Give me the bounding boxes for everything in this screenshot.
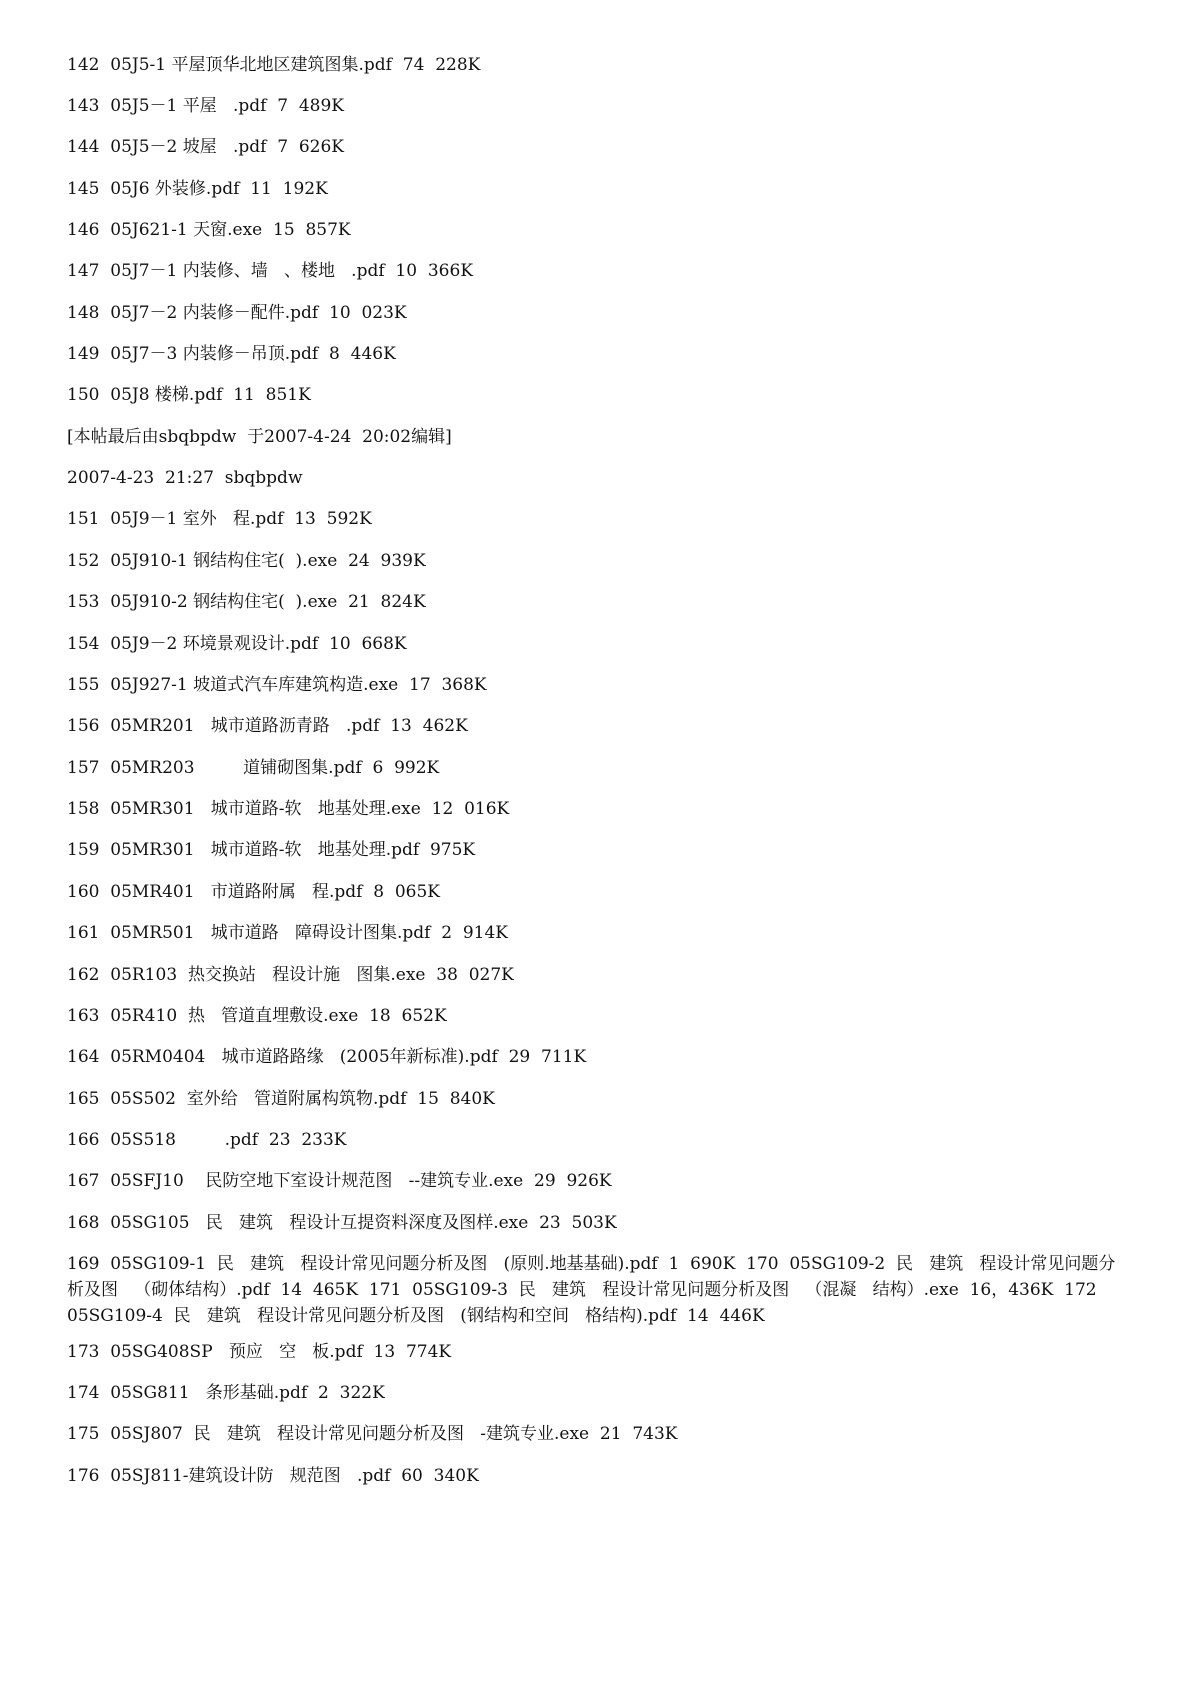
list-item: 144 05J5－2 坡屋 .pdf 7 626K [67, 137, 344, 157]
list-item: 174 05SG811 条形基础.pdf 2 322K [67, 1383, 385, 1403]
list-item: 151 05J9－1 室外 程.pdf 13 592K [67, 509, 372, 529]
list-item: 149 05J7－3 内装修－吊顶.pdf 8 446K [67, 344, 396, 364]
edit-note: [本帖最后由sbqbpdw 于2007-4-24 20:02编辑] [67, 427, 452, 447]
list-item: 163 05R410 热 管道直埋敷设.exe 18 652K [67, 1006, 447, 1026]
list-item: 175 05SJ807 民 建筑 程设计常见问题分析及图 -建筑专业.exe 21 743K [67, 1424, 678, 1444]
list-item: 146 05J621-1 天窗.exe 15 857K [67, 220, 351, 240]
list-item: 150 05J8 楼梯.pdf 11 851K [67, 385, 311, 405]
list-item: 147 05J7－1 内装修、墙 、楼地 .pdf 10 366K [67, 261, 474, 281]
list-item: 160 05MR401 市道路附属 程.pdf 8 065K [67, 882, 441, 902]
list-item: 159 05MR301 城市道路-软 地基处理.pdf 975K [67, 840, 476, 860]
list-item: 167 05SFJ10 民防空地下室设计规范图 --建筑专业.exe 29 926K [67, 1171, 612, 1191]
list-item: 152 05J910-1 钢结构住宅( ).exe 24 939K [67, 551, 426, 571]
list-item: 162 05R103 热交换站 程设计施 图集.exe 38 027K [67, 965, 514, 985]
list-item: 156 05MR201 城市道路沥青路 .pdf 13 462K [67, 716, 468, 736]
list-item: 158 05MR301 城市道路-软 地基处理.exe 12 016K [67, 799, 510, 819]
list-item: 148 05J7－2 内装修－配件.pdf 10 023K [67, 303, 407, 323]
list-item: 154 05J9－2 环境景观设计.pdf 10 668K [67, 634, 407, 654]
list-item: 166 05S518 .pdf 23 233K [67, 1130, 347, 1150]
list-item: 157 05MR203 道铺砌图集.pdf 6 992K [67, 758, 440, 778]
list-item: 161 05MR501 城市道路 障碍设计图集.pdf 2 914K [67, 923, 509, 943]
list-item: 176 05SJ811-建筑设计防 规范图 .pdf 60 340K [67, 1466, 479, 1486]
list-item-paragraph: 169 05SG109-1 民 建筑 程设计常见问题分析及图 (原则.地基基础).pdf 1 690K 170 05SG109-2 民 建筑 程设计常见问题分析及图 （砌体结构）.pdf 14 465K 171 05SG109-3 民 建筑 程设计常见问题分析及图 （混凝 结构）.exe 16，436K 172 05SG109-4 民 建筑 程设计常见问题分析及图 (钢结构和空间 格结构).pdf 14 446K [67, 1254, 1116, 1326]
list-item: 145 05J6 外装修.pdf 11 192K [67, 179, 328, 199]
list-item: 173 05SG408SP 预应 空 板.pdf 13 774K [67, 1342, 452, 1362]
list-item: 155 05J927-1 坡道式汽车库建筑构造.exe 17 368K [67, 675, 487, 695]
list-item: 142 05J5-1 平屋顶华北地区建筑图集.pdf 74 228K [67, 55, 481, 75]
post-meta: 2007-4-23 21:27 sbqbpdw [67, 468, 303, 488]
list-item: 168 05SG105 民 建筑 程设计互提资料深度及图样.exe 23 503K [67, 1213, 617, 1233]
list-item: 143 05J5－1 平屋 .pdf 7 489K [67, 96, 344, 116]
list-item: 164 05RM0404 城市道路路缘 (2005年新标准).pdf 29 711K [67, 1047, 587, 1067]
list-item: 165 05S502 室外给 管道附属构筑物.pdf 15 840K [67, 1089, 495, 1109]
list-item: 153 05J910-2 钢结构住宅( ).exe 21 824K [67, 592, 426, 612]
